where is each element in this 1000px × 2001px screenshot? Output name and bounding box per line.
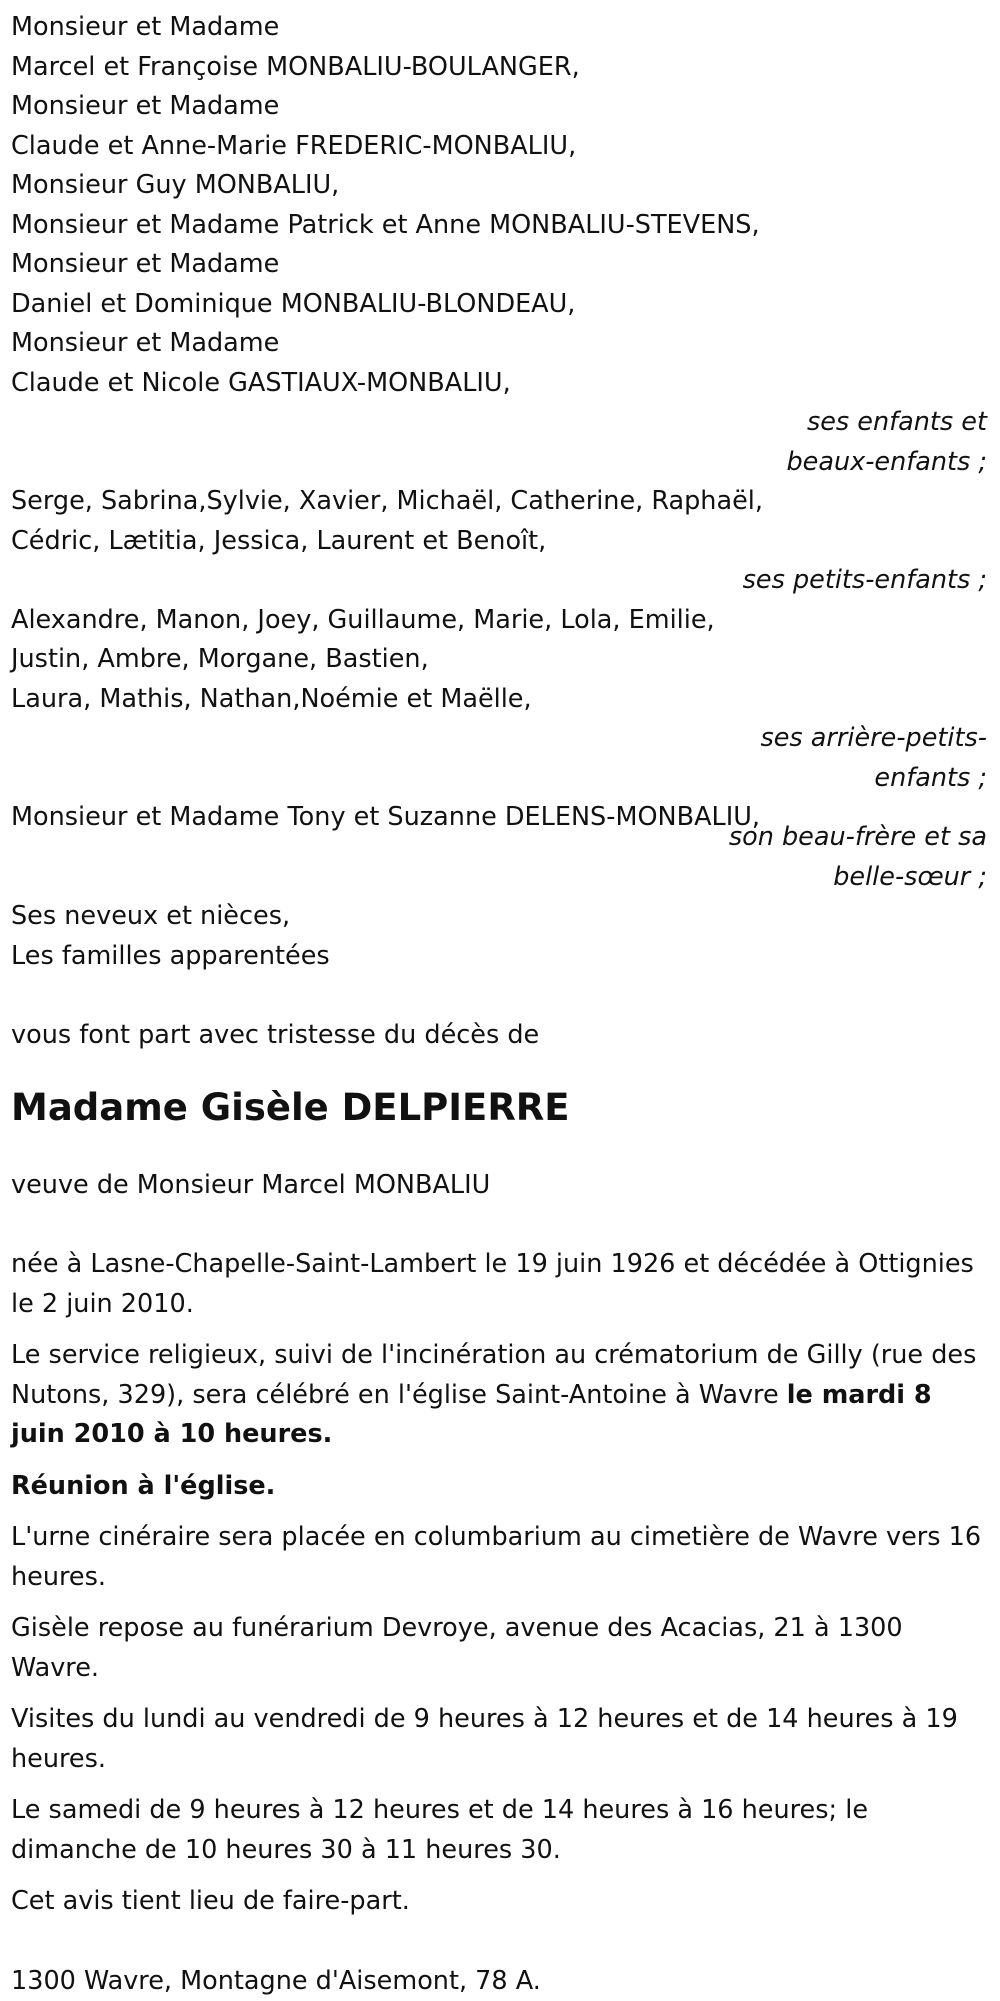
great-grandchildren-role: [11, 719, 989, 798]
role-line: beaux-enfants ;: [11, 443, 989, 483]
family-line: Monsieur et Madame Tony et Suzanne DELENS-MONBALIU,: [11, 798, 760, 838]
family-line: Claude et Anne-Marie FREDERIC-MONBALIU,: [11, 127, 988, 167]
grandchildren-role: [11, 561, 989, 601]
role-line: ses arrière-petits-: [11, 719, 989, 759]
role-line: enfants ;: [11, 759, 989, 799]
family-line: Monsieur et Madame Patrick et Anne MONBALIU-STEVENS,: [11, 206, 988, 246]
family-line: Alexandre, Manon, Joey, Guillaume, Marie, Lola, Emilie,: [11, 601, 988, 641]
widow-of-text: veuve de Monsieur Marcel MONBALIU: [11, 1166, 988, 1206]
deceased-name: Madame Gisèle DELPIERRE: [11, 1084, 988, 1132]
in-law-role: [729, 818, 987, 897]
meeting-text: Réunion à l'église.: [11, 1467, 989, 1507]
family-line: Ses neveux et nièces,: [11, 897, 988, 937]
service-description: Le service religieux, suivi de l'incinération au crématorium de Gilly (rue des Nutons, 329), sera célébré en l'église Saint-Antoine à Wavre: [11, 1340, 976, 1410]
urn-text: L'urne cinéraire sera placée en columbarium au cimetière de Wavre vers 16 heures.: [11, 1518, 989, 1597]
role-line: belle-sœur ;: [729, 858, 987, 898]
family-line: Laura, Mathis, Nathan,Noémie et Maëlle,: [11, 680, 988, 720]
birth-death-text: née à Lasne-Chapelle-Saint-Lambert le 19 juin 1926 et décédée à Ottignies le 2 juin 2010.: [11, 1245, 989, 1324]
family-line: Les familles apparentées: [11, 937, 988, 977]
in-law-block: [11, 798, 989, 877]
visits-weekend-text: Le samedi de 9 heures à 12 heures et de 14 heures à 16 heures; le dimanche de 10 heures 30 à 11 heures 30.: [11, 1791, 989, 1870]
grandchildren-block: [11, 482, 988, 561]
role-line: ses enfants et: [11, 403, 989, 443]
family-line: Daniel et Dominique MONBALIU-BLONDEAU,: [11, 285, 988, 325]
service-text: [11, 1336, 989, 1455]
family-line: Monsieur et Madame: [11, 87, 988, 127]
family-line: Claude et Nicole GASTIAUX-MONBALIU,: [11, 364, 988, 404]
visits-week-text: Visites du lundi au vendredi de 9 heures à 12 heures et de 14 heures à 19 heures.: [11, 1700, 989, 1779]
role-line: son beau-frère et sa: [729, 818, 987, 858]
family-line: Serge, Sabrina,Sylvie, Xavier, Michaël, Catherine, Raphaël,: [11, 482, 988, 522]
family-line: Cédric, Lætitia, Jessica, Laurent et Benoît,: [11, 522, 988, 562]
family-line: Justin, Ambre, Morgane, Bastien,: [11, 640, 988, 680]
children-role: [11, 403, 989, 482]
family-line: Monsieur Guy MONBALIU,: [11, 166, 988, 206]
notice-text: Cet avis tient lieu de faire-part.: [11, 1882, 989, 1922]
great-grandchildren-block: [11, 601, 988, 720]
announcement-text: vous font part avec tristesse du décès de: [11, 1016, 988, 1056]
others-block: [11, 897, 988, 976]
service-date: le mardi 8 juin 2010 à 10 heures.: [11, 1380, 932, 1450]
role-line: ses petits-enfants ;: [11, 561, 989, 601]
family-line: Marcel et Françoise MONBALIU-BOULANGER,: [11, 48, 988, 88]
rest-location-text: Gisèle repose au funérarium Devroye, avenue des Acacias, 21 à 1300 Wavre.: [11, 1609, 989, 1688]
family-line: Monsieur et Madame: [11, 324, 988, 364]
family-line: Monsieur et Madame: [11, 245, 988, 285]
address-text: 1300 Wavre, Montagne d'Aisemont, 78 A.: [11, 1962, 988, 2001]
children-block: [11, 8, 988, 403]
family-line: Monsieur et Madame: [11, 8, 988, 48]
